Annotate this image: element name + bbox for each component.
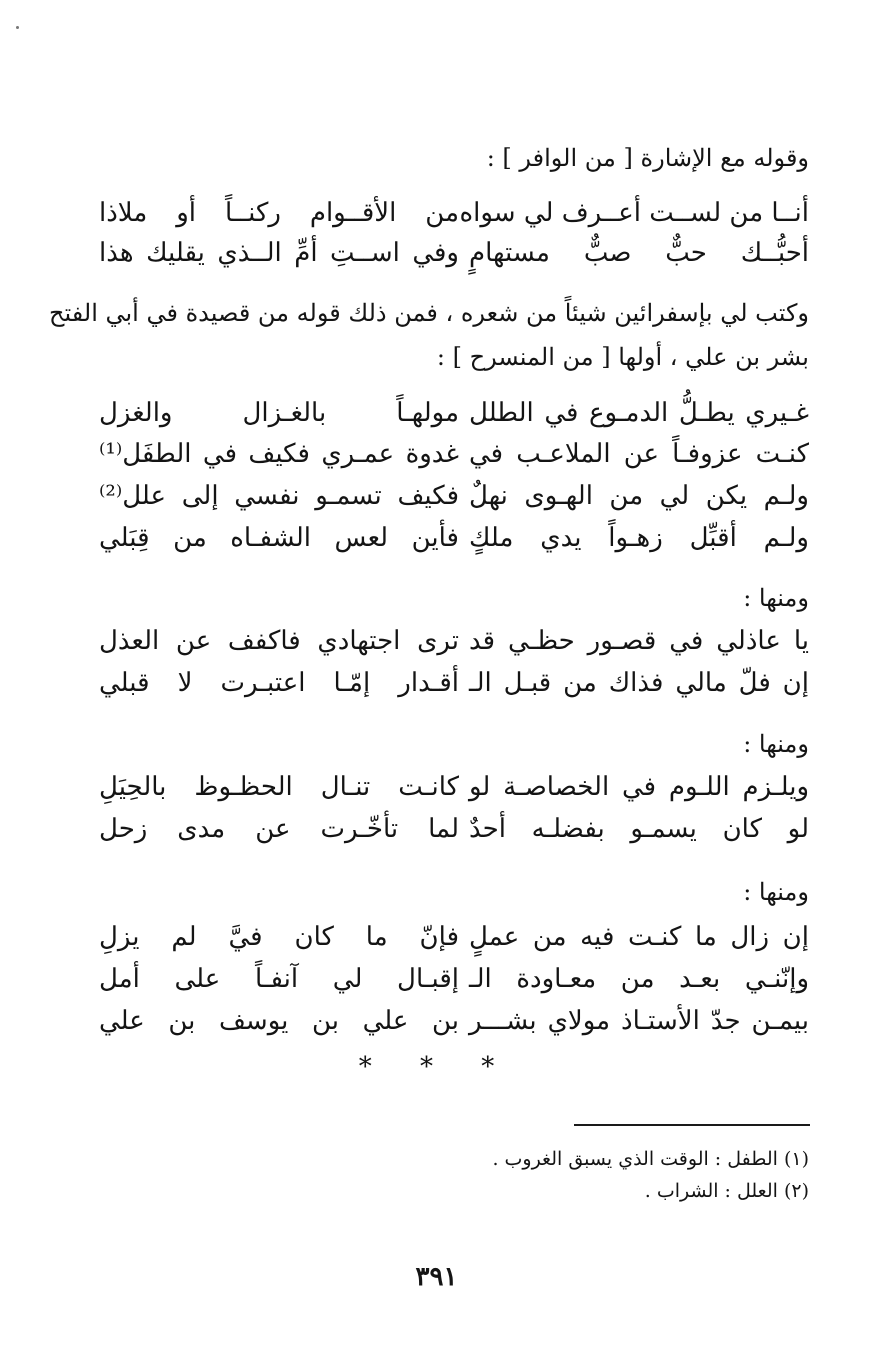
page-number: ٣٩١ xyxy=(415,1262,458,1292)
hemistich-first: كنـت عزوفـاً عن الملاعـب في xyxy=(469,439,809,469)
hemistich-second: فكيف تسمـو نفسي إلى علل⁽²⁾ xyxy=(99,481,459,511)
footnote-2: (٢) العلل : الشراب . xyxy=(644,1180,809,1202)
hemistich-first: إن فلّ مالي فذاك من قبـل الـ xyxy=(469,668,809,698)
hemistich-second: أقـدار إمّـا اعتبـرت لا قبلي xyxy=(99,668,459,698)
hemistich-first: غـيري يطـلُّ الدمـوع في الطلل xyxy=(469,398,809,428)
hemistich-first: أنــا من لســت أعــرف لي سواه xyxy=(459,198,809,228)
hemistich-second: فأين لعس الشفـاه من قِبَلي xyxy=(99,523,459,553)
section-heading-1: ومنها : xyxy=(743,584,809,612)
hemistich-first: لو كان يسمـو بفضلـه أحدٌ xyxy=(469,814,809,844)
verse-5-3 xyxy=(99,1004,809,1038)
verse-4-1 xyxy=(99,770,809,804)
hemistich-first: ويلـزم اللـوم في الخصاصـة لو xyxy=(469,772,809,802)
hemistich-second: غدوة عمـري فكيف في الطفَل⁽¹⁾ xyxy=(99,439,459,469)
verse-5-1 xyxy=(99,920,809,954)
hemistich-second: لما تأخّـرت عن مدى زحل xyxy=(99,814,459,844)
hemistich-second: فإنّ ما كان فيَّ لم يزلِ xyxy=(99,922,459,952)
scan-speck xyxy=(16,26,19,29)
verse-1-1 xyxy=(99,196,809,230)
hemistich-second: إقبـال لي آنفـاً على أمل xyxy=(99,964,459,994)
hemistich-second: وفي اســتِ أمِّ الــذي يقليك هذا xyxy=(99,238,459,268)
intro-line-2b: بشر بن علي ، أولها [ من المنسرح ] : xyxy=(436,343,809,371)
ornament-separator: * * * xyxy=(358,1052,515,1082)
verse-2-4 xyxy=(99,521,809,555)
verse-2-3 xyxy=(99,479,809,513)
hemistich-second: ترى اجتهادي فاكفف عن العذل xyxy=(99,626,459,656)
hemistich-first: أحبُّــك حبٌّ صبٌّ مستهامٍ xyxy=(469,238,809,268)
verse-4-2 xyxy=(99,812,809,846)
hemistich-first: ولـم يكن لي من الهـوى نهلٌ xyxy=(469,481,809,511)
footnote-rule xyxy=(574,1124,810,1126)
verse-2-1 xyxy=(99,396,809,430)
hemistich-second: كانـت تنـال الحظـوظ بالحِيَلِ xyxy=(99,772,459,802)
hemistich-second: من الأقــوام ركنــاً أو ملاذا xyxy=(99,198,459,228)
verse-1-2 xyxy=(99,236,809,270)
hemistich-second: مولهـاً بالغـزال والغزل xyxy=(99,398,459,428)
verse-3-2 xyxy=(99,666,809,700)
hemistich-second: بن علي بن يوسف بن علي xyxy=(99,1006,459,1036)
hemistich-first: إن زال ما كنـت فيه من عملٍ xyxy=(469,922,809,952)
section-heading-3: ومنها : xyxy=(743,878,809,906)
hemistich-first: ولـم أقبِّل زهـواً يدي ملكٍ xyxy=(469,523,809,553)
verse-2-2 xyxy=(99,437,809,471)
footnote-1: (١) الطفل : الوقت الذي يسبق الغروب . xyxy=(492,1148,809,1170)
hemistich-first: بيمـن جدّ الأستـاذ مولاي بشـــر xyxy=(469,1006,809,1036)
intro-line-2a: وكتب لي بإسفرائين شيئاً من شعره ، فمن ذلك قوله من قصيدة في أبي الفتح xyxy=(49,299,809,327)
verse-5-2 xyxy=(99,962,809,996)
section-heading-2: ومنها : xyxy=(743,730,809,758)
verse-3-1 xyxy=(99,624,809,658)
hemistich-first: وإنّنـي بعـد من معـاودة الـ xyxy=(469,964,809,994)
hemistich-first: يا عاذلي في قصـور حظـي قد xyxy=(469,626,809,656)
intro-line-1: وقوله مع الإشارة [ من الوافر ] : xyxy=(486,144,809,172)
